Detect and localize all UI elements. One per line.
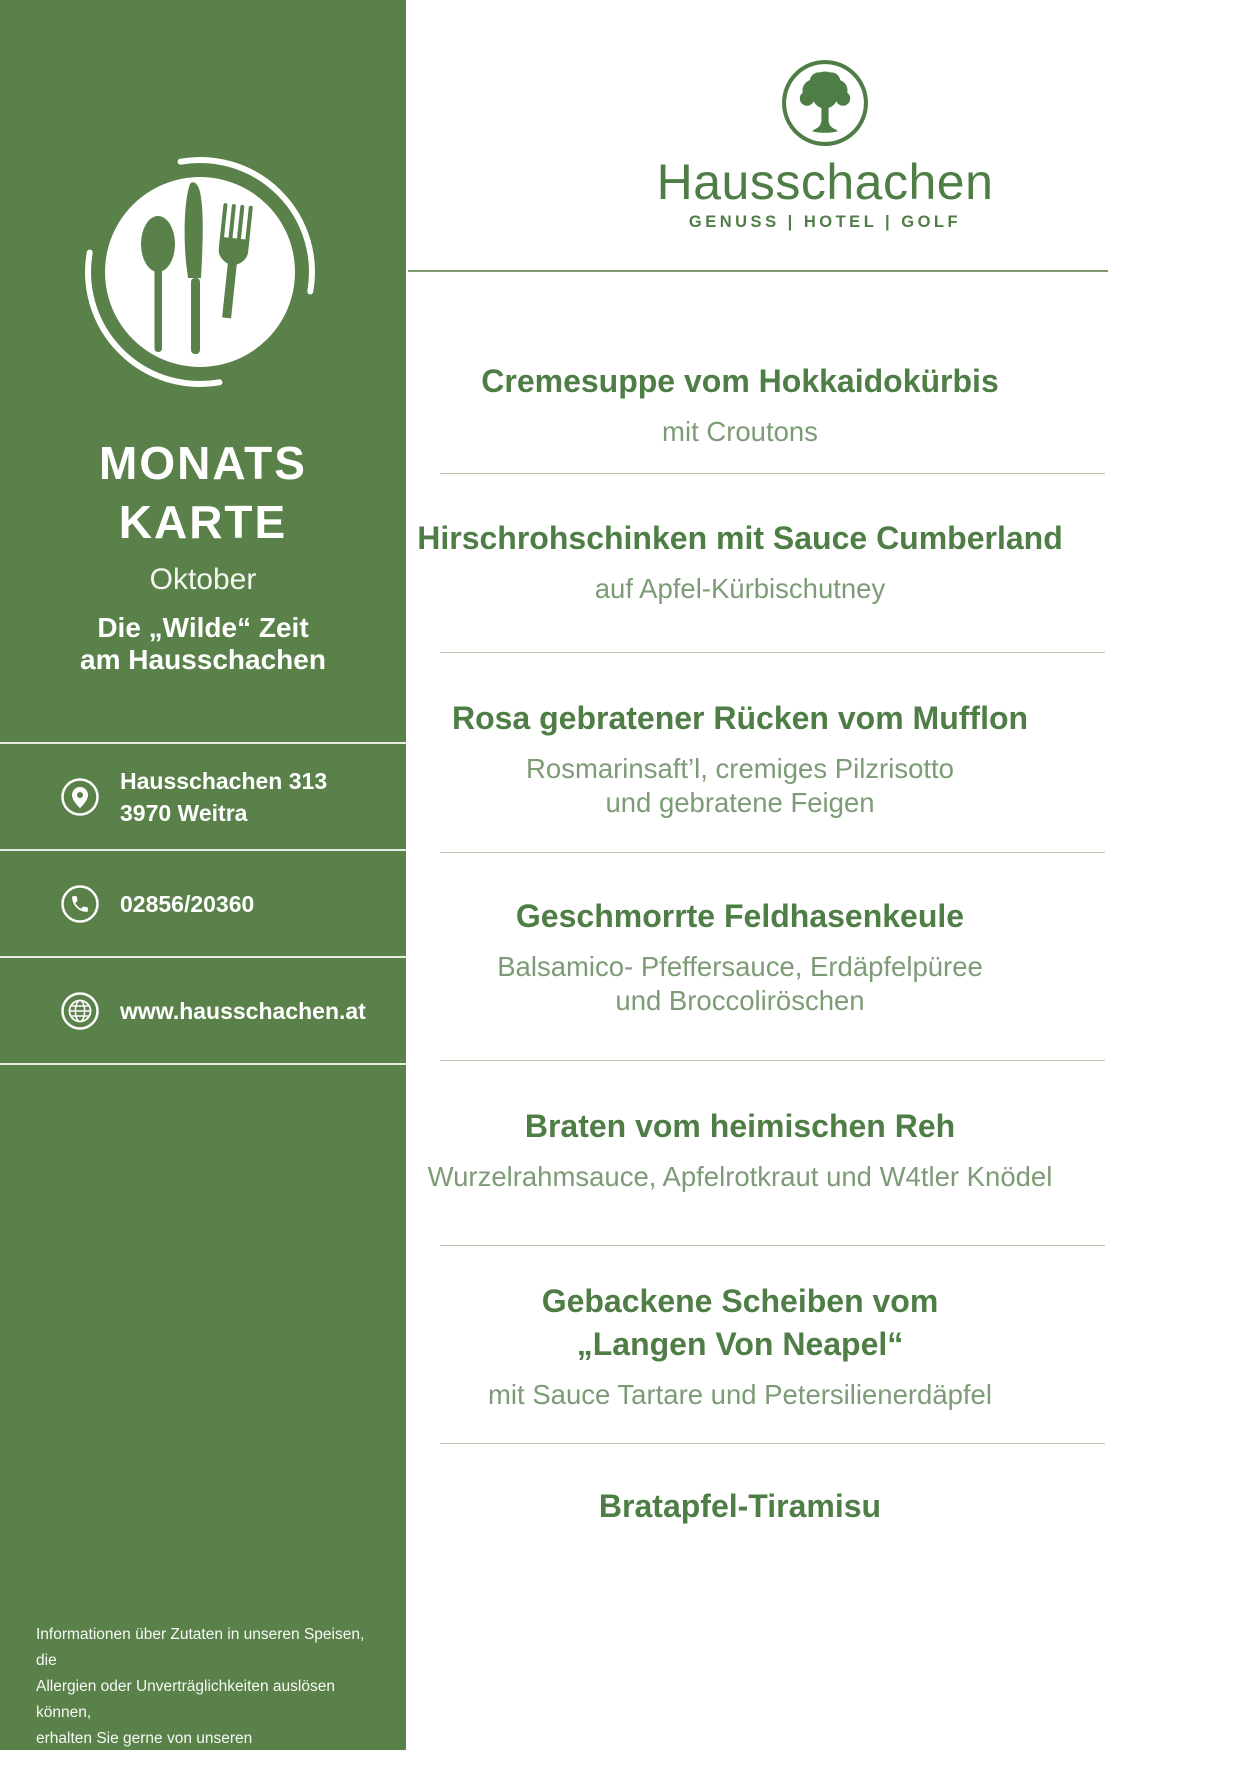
menu-card-title-line2: KARTE — [118, 496, 288, 548]
menu-item — [400, 697, 1080, 820]
menu-item — [400, 1485, 1080, 1528]
dish-name: Gebackene Scheiben vom — [541, 1283, 939, 1319]
season-subtitle-line2: am Hausschachen — [80, 644, 326, 675]
menu-card-title — [0, 434, 406, 552]
menu-item — [400, 895, 1080, 1018]
dish-description: mit Sauce Tartare und Petersilienerdäpfel — [488, 1379, 992, 1410]
contact-row-address — [0, 742, 406, 849]
brand-name: Hausschachen — [656, 154, 994, 210]
contact-row-phone — [0, 849, 406, 956]
section-divider — [440, 652, 1105, 653]
dish-name: Braten vom heimischen Reh — [524, 1108, 956, 1144]
contact-block — [0, 742, 406, 1065]
dish-name: Rosa gebratener Rücken vom Mufflon — [451, 700, 1029, 736]
dish-description-line2: und Broccoliröschen — [615, 985, 865, 1016]
address-line2: 3970 Weitra — [120, 799, 248, 826]
section-divider — [440, 1245, 1105, 1246]
menu-item — [400, 360, 1080, 449]
season-subtitle-line1: Die „Wilde“ Zeit — [97, 612, 309, 643]
globe-icon — [60, 991, 100, 1031]
dish-name: Bratapfel-Tiramisu — [598, 1488, 882, 1524]
dish-description: Rosmarinsaft’l, cremiges Pilzrisotto — [526, 753, 954, 784]
dish-name: Geschmorrte Feldhasenkeule — [515, 898, 965, 934]
menu-item — [400, 517, 1080, 606]
brand-logo — [410, 58, 1240, 232]
dish-description: Wurzelrahmsauce, Apfelrotkraut und W4tler Knödel — [427, 1161, 1053, 1192]
phone-number: 02856/20360 — [120, 890, 255, 917]
dish-description: auf Apfel-Kürbischutney — [594, 573, 886, 604]
allergen-info-line2: Allergien oder Unverträglichkeiten auslösen können, — [36, 1678, 335, 1721]
menu-item — [400, 1280, 1080, 1412]
sidebar — [0, 0, 406, 1773]
address-text — [120, 765, 327, 829]
section-divider — [440, 473, 1105, 474]
menu-card-title-line1: MONATS — [99, 437, 307, 489]
allergen-info-line3: erhalten Sie gerne von unseren Mitarbeiter/n/innen! — [36, 1730, 253, 1773]
allergen-info-line1: Informationen über Zutaten in unseren Speisen, die — [36, 1626, 365, 1669]
cutlery-plate-icon — [72, 146, 332, 402]
phone-icon — [60, 884, 100, 924]
section-divider — [440, 1443, 1105, 1444]
dish-name: Cremesuppe vom Hokkaidokürbis — [481, 363, 999, 399]
dish-description: mit Croutons — [662, 416, 818, 447]
contact-row-website[interactable] — [0, 956, 406, 1063]
section-divider — [440, 852, 1105, 853]
location-pin-icon — [60, 777, 100, 817]
allergen-info — [36, 1622, 384, 1778]
tree-icon — [780, 58, 870, 148]
address-line1: Hausschachen 313 — [120, 767, 328, 794]
dish-description-line2: und gebratene Feigen — [605, 787, 875, 818]
dish-description: Balsamico- Pfeffersauce, Erdäpfelpüree — [497, 951, 983, 982]
website-link[interactable]: www.hausschachen.at — [120, 997, 366, 1024]
menu-item — [400, 1105, 1080, 1194]
brand-tagline: GENUSS | HOTEL | GOLF — [688, 213, 962, 231]
month-label: Oktober — [149, 563, 257, 596]
dish-name: Hirschrohschinken mit Sauce Cumberland — [417, 520, 1063, 556]
section-divider — [440, 1060, 1105, 1061]
header-rule — [408, 270, 1108, 272]
dish-name-line2: „Langen Von Neapel“ — [576, 1326, 904, 1362]
season-subtitle — [0, 612, 406, 676]
